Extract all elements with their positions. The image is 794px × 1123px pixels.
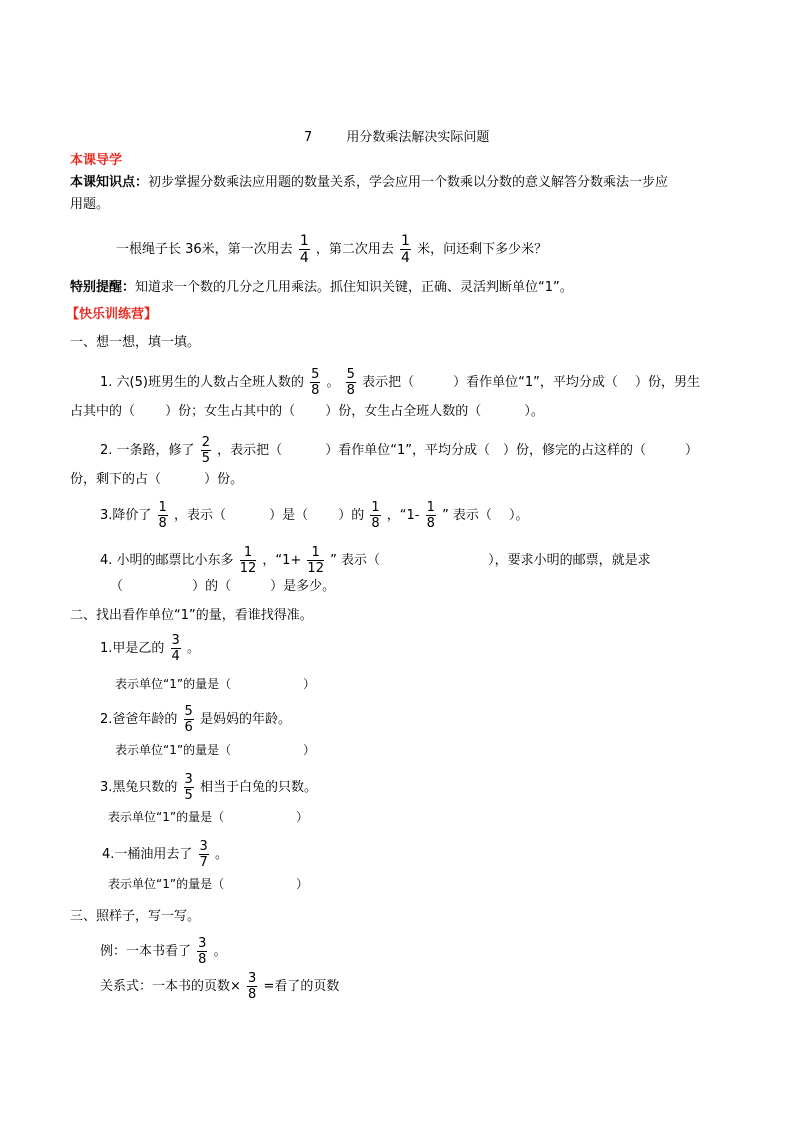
knowledge-label: 本课知识点：	[70, 175, 149, 190]
q3-text-c: ，“1-	[386, 508, 420, 523]
example-text-2: ，第二次用去	[315, 242, 394, 257]
q3-text-a: 3.降价了	[100, 508, 152, 523]
guide-heading: 本课导学	[70, 153, 123, 168]
fraction: $\frac{5}{6}$	[184, 704, 193, 735]
section1-title: 一、想一想，填一填。	[70, 335, 201, 350]
example-text-3: 米，问还剩下多少米？	[417, 242, 548, 257]
s2-item-4	[102, 840, 228, 869]
fraction: $\frac{1}{8}$	[158, 500, 167, 531]
q1-text-c: 表示把（ ）看作单位“1”，平均分成（ ）份，男生	[362, 375, 700, 390]
s2-item-3	[100, 773, 317, 802]
practice-heading: 【快乐训练营】	[66, 307, 158, 322]
knowledge-text: 初步掌握分数乘法应用题的数量关系，学会应用一个数乘以分数的意义解答分数乘法一步应	[148, 175, 669, 190]
fraction: $\frac{5}{8}$	[346, 367, 355, 398]
reminder-label: 特别提醒：	[70, 280, 136, 295]
s2-item-text: 2.爸爸年龄的	[100, 712, 178, 727]
fraction: $\frac{1}{4}$	[299, 233, 309, 266]
s2-item-text: 。	[214, 847, 228, 862]
s2-answer-1: 表示单位“1”的量是（ ）	[115, 677, 316, 691]
q1-text-a: 1. 六(5)班男生的人数占全班人数的	[100, 375, 304, 390]
fraction: $\frac{2}{5}$	[201, 435, 210, 466]
q1-text-b: 。	[326, 375, 340, 390]
reminder-text: 知道求一个数的几分之几用乘法。抓住知识关键，正确、灵活判断单位“1”。	[135, 280, 573, 295]
q2-line2: 份，剩下的占（ ）份。	[70, 472, 244, 487]
q4-line1	[100, 546, 651, 575]
s3-relation-text: =看了的页数	[263, 979, 340, 994]
knowledge-line1	[70, 173, 668, 193]
q1-line1	[100, 368, 700, 397]
title-text: 用分数乘法解决实际问题	[346, 130, 490, 145]
fraction: $\frac{3}{8}$	[198, 936, 207, 967]
section3-title: 三、照样子，写一写。	[70, 909, 201, 924]
example-text-1: 一根绳子长 36米，第一次用去	[116, 242, 293, 257]
s2-answer-2: 表示单位“1”的量是（ ）	[115, 743, 316, 757]
example-problem	[116, 234, 547, 265]
fraction: $\frac{1}{4}$	[401, 233, 410, 266]
q1-line2: 占其中的（ ）份；女生占其中的（ ）份，女生占全班人数的（ ）。	[70, 404, 544, 419]
q4-line2: （ ）的（ ）是多少。	[110, 579, 336, 594]
fraction: $\frac{1}{8}$	[371, 500, 380, 531]
q4-text-b: ，“1+	[262, 553, 302, 568]
fraction: $\frac{3}{4}$	[171, 633, 180, 664]
s3-relation-text: 关系式：一本书的页数×	[100, 979, 241, 994]
q4-text-a: 4. 小明的邮票比小东多	[100, 553, 234, 568]
q4-text-c: ” 表示（ ），要求小明的邮票，就是求	[330, 553, 651, 568]
knowledge-line2: 用题。	[70, 197, 110, 212]
title-number: 7	[304, 130, 313, 145]
s2-item-text: 相当于白兔的只数。	[199, 780, 317, 795]
s2-item-text: 是妈妈的年龄。	[199, 712, 291, 727]
fraction: $\frac{3}{5}$	[184, 772, 193, 803]
q3-text-b: ，表示（ ）是（ ）的	[173, 508, 365, 523]
s2-answer-3: 表示单位“1”的量是（ ）	[108, 810, 309, 824]
s2-item-text: 1.甲是乙的	[100, 641, 165, 656]
s2-item-1	[100, 634, 200, 663]
s2-item-text: 。	[186, 641, 200, 656]
q2-line1	[100, 436, 698, 465]
fraction: $\frac{1}{12}$	[307, 545, 324, 576]
q2-text-a: 2. 一条路，修了	[100, 443, 195, 458]
fraction: $\frac{5}{8}$	[311, 367, 320, 398]
fraction: $\frac{1}{8}$	[426, 500, 435, 531]
q3-line	[100, 501, 529, 530]
q3-text-d: ” 表示（ ）。	[442, 508, 529, 523]
fraction: $\frac{3}{7}$	[199, 839, 208, 870]
page-title	[304, 128, 489, 148]
fraction: $\frac{1}{12}$	[239, 545, 257, 576]
s2-item-2	[100, 705, 291, 734]
reminder	[70, 278, 573, 298]
s3-example-text: 例：一本书看了	[100, 944, 192, 959]
section2-title: 二、找出看作单位“1”的量，看谁找得准。	[70, 608, 313, 623]
s2-item-text: 4.一桶油用去了	[102, 847, 193, 862]
q2-text-b: ，表示把（ ）看作单位“1”，平均分成（ ）份，修完的占这样的（ ）	[217, 443, 698, 458]
s3-relation	[100, 972, 339, 1001]
s3-example-text: 。	[213, 944, 227, 959]
fraction: $\frac{3}{8}$	[248, 971, 257, 1002]
s2-item-text: 3.黑兔只数的	[100, 780, 178, 795]
s2-answer-4: 表示单位“1”的量是（ ）	[108, 877, 309, 891]
s3-example	[100, 937, 227, 966]
